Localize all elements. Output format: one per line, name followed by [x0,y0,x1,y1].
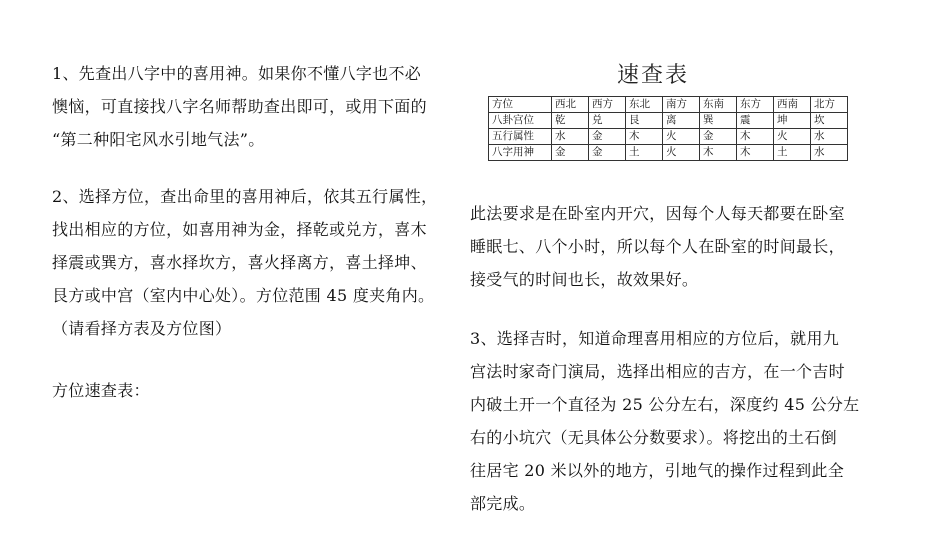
table-header-cell: 东方 [737,97,774,113]
table-cell: 兑 [589,113,626,129]
table-row [489,145,848,161]
lookup-table-caption [52,374,450,407]
text-line: 此法要求是在卧室内开穴，因每个人每天都要在卧室 [470,204,845,223]
table-cell: 木 [737,145,774,161]
table-cell: 土 [626,145,663,161]
table-cell: 离 [663,113,700,129]
quick-lookup-table [488,96,848,161]
table-header-cell: 北方 [811,97,848,113]
text-line: （请看择方表及方位图） [52,319,232,338]
text-line: 往居宅 20 米以外的地方，引地气的操作过程到此全 [470,461,845,480]
text-line: 3、选择吉时，知道命理喜用相应的方位后，就用九 [470,329,840,348]
text-line: 艮方或中宫（室内中心处）。方位范围 45 度夹角内。 [52,286,435,305]
table-cell: 火 [663,145,700,161]
table-cell: 震 [737,113,774,129]
table-header-cell: 西方 [589,97,626,113]
table-cell: 火 [663,129,700,145]
step-1-paragraph [52,57,450,156]
text-line: 找出相应的方位，如喜用神为金，择乾或兑方，喜木 [52,220,427,239]
table-cell: 土 [774,145,811,161]
table-cell: 金 [589,129,626,145]
table-row-label: 八字用神 [489,145,552,161]
text-line: 内破土开一个直径为 25 公分左右，深度约 45 公分左 [470,395,860,414]
table-row [489,129,848,145]
table-cell: 坤 [774,113,811,129]
table-cell: 乾 [552,113,589,129]
table-cell: 木 [626,129,663,145]
table-cell: 水 [552,129,589,145]
table-row-label: 八卦宫位 [489,113,552,129]
text-line: 懊恼，可直接找八字名师帮助查出即可，或用下面的 [52,97,427,116]
table-header-cell: 东北 [626,97,663,113]
text-line: 方位速查表： [52,381,150,400]
text-line: 部完成。 [470,494,536,513]
table-cell: 水 [811,145,848,161]
table-header-cell: 东南 [700,97,737,113]
text-line: “第二种阳宅风水引地气法”。 [52,130,265,149]
table-cell: 木 [737,129,774,145]
step-3-paragraph [470,322,870,520]
table-cell: 火 [774,129,811,145]
table-cell: 水 [811,129,848,145]
table-header-cell: 南方 [663,97,700,113]
table-cell: 木 [700,145,737,161]
table-header-cell: 西北 [552,97,589,113]
text-line: 择震或巽方，喜水择坎方，喜火择离方，喜土择坤、 [52,253,427,272]
table-header-row [489,97,848,113]
text-line: 接受气的时间也长，故效果好。 [470,270,699,289]
table-cell: 金 [552,145,589,161]
table-header-cell: 西南 [774,97,811,113]
table-cell: 巽 [700,113,737,129]
text-line: 2、选择方位，查出命里的喜用神后，依其五行属性， [52,187,438,206]
table-header-cell: 方位 [489,97,552,113]
table-cell: 坎 [811,113,848,129]
table-row-label: 五行属性 [489,129,552,145]
table-title: 速查表 [617,63,690,88]
bedroom-note-paragraph [470,197,870,296]
text-line: 宫法时家奇门演局，选择出相应的吉方，在一个吉时 [470,362,845,381]
table-row [489,113,848,129]
text-line: 右的小坑穴（无具体公分数要求）。将挖出的土石倒 [470,428,837,447]
table-cell: 艮 [626,113,663,129]
table-cell: 金 [589,145,626,161]
text-line: 睡眠七、八个小时，所以每个人在卧室的时间最长， [470,237,845,256]
table-cell: 金 [700,129,737,145]
step-2-paragraph [52,180,450,345]
text-line: 1、先查出八字中的喜用神。如果你不懂八字也不必 [52,64,422,83]
